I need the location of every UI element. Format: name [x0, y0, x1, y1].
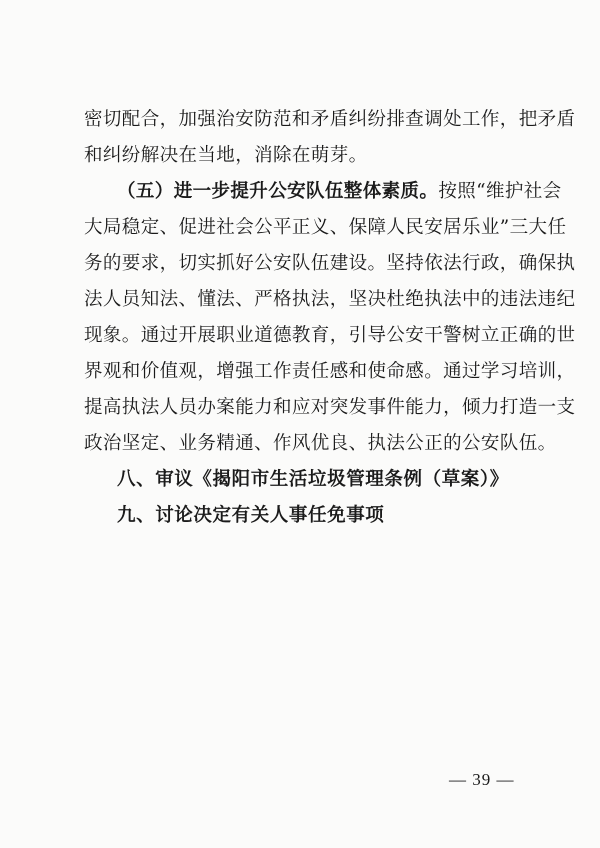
page-number: — 39 — — [449, 770, 515, 789]
paragraph-line: 大局稳定、促进社会公平正义、保障人民安居乐业”三大任 — [84, 217, 567, 238]
paragraph-line: 提高执法人员办案能力和应对突发事件能力，倾力打造一支 — [84, 397, 576, 418]
section-title: （五）进一步提升公安队伍整体素质。 — [117, 181, 439, 202]
agenda-item-nine: 九、讨论决定有关人事任免事项 — [117, 505, 385, 526]
body-text — [84, 102, 576, 534]
paragraph-line: 界观和价值观，增强工作责任感和使命感。通过学习培训， — [84, 361, 576, 382]
agenda-item-eight: 八、审议《揭阳市生活垃圾管理条例（草案）》 — [117, 469, 509, 490]
paragraph-line: 政治坚定、业务精通、作风优良、执法公正的公安队伍。 — [84, 433, 557, 454]
paragraph-line: 和纠纷解决在当地，消除在萌芽。 — [84, 145, 368, 166]
paragraph-line: 务的要求，切实抓好公安队伍建设。坚持依法行政，确保执 — [84, 253, 576, 274]
paragraph-line: 密切配合，加强治安防范和矛盾纠纷排查调处工作，把矛盾 — [84, 109, 576, 130]
paragraph-line: 现象。通过开展职业道德教育，引导公安干警树立正确的世 — [84, 325, 576, 346]
paragraph-line: 法人员知法、懂法、严格执法，坚决杜绝执法中的违法违纪 — [84, 289, 576, 310]
paragraph-text: 按照“维护社会 — [438, 181, 562, 202]
paragraph-line — [84, 174, 562, 210]
